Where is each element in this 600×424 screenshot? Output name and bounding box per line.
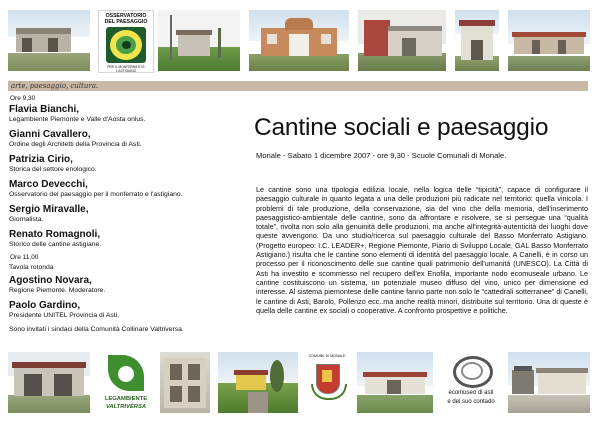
speaker-role: Giornalista. — [9, 216, 44, 223]
speaker-name: Gianni Cavallero, — [9, 129, 91, 140]
top-photo-6 — [508, 10, 590, 71]
speaker-name: Paolo Gardino, — [9, 300, 81, 311]
top-photo-4 — [358, 10, 446, 71]
program-time: Ore 9,30 — [10, 95, 36, 102]
program-note: Tavola rotonda — [9, 264, 54, 271]
bottom-photo-4 — [357, 352, 433, 413]
osservatorio-logo — [98, 10, 154, 73]
top-photo-2 — [158, 10, 240, 71]
speaker-role: Storico delle cantine astigiane. — [9, 241, 102, 248]
speaker-name: Flavia Bianchi, — [9, 104, 80, 115]
comune-label: COMUNE DI MONALE — [308, 354, 346, 358]
program-time: Ore 11,00 — [10, 254, 39, 261]
speaker-role: Storica del settore enologico. — [9, 166, 97, 173]
speaker-name: Patrizia Cirio, — [9, 154, 73, 165]
ecomuseo-subtitle: e del suo contado — [447, 399, 495, 405]
speaker-role: Regione Piemonte. Moderatore. — [9, 287, 106, 294]
speaker-name: Marco Devecchi, — [9, 179, 88, 190]
bottom-photo-2 — [160, 352, 210, 413]
tagline-strip — [8, 81, 588, 91]
legambiente-name: LEGAMBIENTE — [104, 396, 148, 402]
page-title: Cantine sociali e paesaggio — [254, 114, 549, 141]
speaker-name: Renato Romagnoli, — [9, 229, 101, 240]
tagline-text: arte, paesaggio, cultura. — [11, 82, 99, 90]
legambiente-logo — [98, 352, 154, 413]
osservatorio-subtitle: PER IL MONFERRATO E L'ASTIGIANO — [107, 65, 145, 73]
legambiente-location: VALTRIVERSA — [105, 404, 147, 410]
speaker-role: Ordine degli Architetti della Provincia di Asti. — [9, 141, 142, 148]
top-photo-1 — [8, 10, 90, 71]
osservatorio-emblem — [106, 27, 146, 63]
osservatorio-title: OSSERVATORIO DEL PAESAGGIO — [104, 13, 148, 25]
ecomuseo-name: ecomuseo di asti — [448, 390, 494, 396]
event-description: Le cantine sono una tipologia edilizia locale, nella logica delle “tipicità”, capace di configurare il paesaggio culturale in quanto legata a una delle produzioni più radicate nel territorio: quella vinicola. I problemi di tale produzione, della conservazione, sia del vino che della memoria, dell'inserimento paesaggistico-ambientale delle cantine, sono da affrontare e risolvere, se si persegue una “qualità totale”, rivolta non solo alla genuinità delle produzioni, ma anche all'integrità-autenticità dei luoghi dove queste avvengono. Da uno studio/ricerca sul paesaggio culturale del Basso Monferrato Astigiano. (Progetto europeo: I.C. LEADER+, Regione Piemonte, Piano di Sviluppo Locale, GAL Basso Monferrato Astigiano.) risulta che le cantine sono elementi di identità del paesaggio locale. A Canelli, è in corso un processo per il riconoscimento delle sue cantine quali patrimonio dell'umanità (UNESCO). La Città di Asti ha investito e scommesso nel recupero dell'ex Enofila, importante nodo ecomuseale urbano. Le cantine costituiscono un sistema, un potenziale museo diffuso del vino, unico per dimensione ed interesse. Al sistema piemontese delle cantine fanno parte non solo le “cattedrali sotterranee” di Canelli, le cantine di Asti, Barolo, Pollenzo ecc..ma anche realtà minori, distribuite sul territorio. Una di queste è quella delle cantine ex sociali o cooperative. A confronto prospettive e politiche. — [256, 185, 588, 315]
ecomuseo-logo — [441, 352, 501, 413]
comune-di-monale-crest — [305, 352, 349, 413]
program-list — [9, 95, 234, 337]
event-details: Monale - Sabato 1 dicembre 2007 - ore 9,30 - Scuole Comunali di Monale. — [256, 151, 507, 160]
bottom-photo-1 — [8, 352, 90, 413]
top-photo-3 — [249, 10, 349, 71]
speaker-role: Osservatorio del paesaggio per il monferrato e l'astigiano. — [9, 191, 183, 198]
speaker-name: Agostino Novara, — [9, 275, 92, 286]
bottom-photo-5 — [508, 352, 590, 413]
speaker-role: Legambiente Piemonte e Valle d'Aosta onlus. — [9, 116, 146, 123]
program-note: Sono invitati i sindaci della Comunità Collinare Valtriversa. — [9, 326, 184, 333]
speaker-role: Presidente UNITEL Provincia di Asti. — [9, 312, 120, 319]
speaker-name: Sergio Miravalle, — [9, 204, 89, 215]
bottom-photo-3 — [218, 352, 298, 413]
top-photo-5 — [455, 10, 499, 71]
